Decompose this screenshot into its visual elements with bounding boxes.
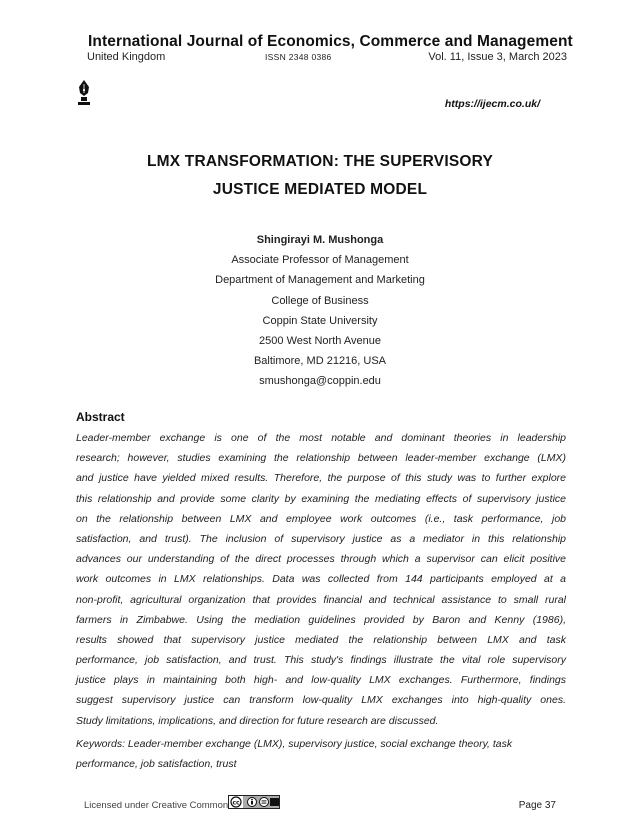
- pen-nib-icon: [76, 80, 92, 108]
- abstract-line: and justice have yielded mixed results. Therefore, the purpose of this study was to further explore: [76, 472, 566, 485]
- keywords-block: [76, 734, 566, 774]
- author-email[interactable]: smushonga@coppin.edu: [259, 375, 381, 388]
- creative-commons-by-nd-badge-icon[interactable]: [228, 795, 280, 809]
- article-title: [60, 148, 580, 204]
- author-name: Shingirayi M. Mushonga: [256, 234, 384, 246]
- header-meta-row: [87, 51, 567, 65]
- author-block: [120, 230, 520, 392]
- author-department: Department of Management and Marketing: [215, 274, 425, 287]
- svg-text:cc: cc: [232, 799, 240, 807]
- abstract-line: satisfaction, and trust). The inclusion of supervisory justice as a mediator in this relationship: [76, 532, 566, 545]
- author-university: Coppin State University: [262, 314, 378, 327]
- author-city: Baltimore, MD 21216, USA: [253, 355, 387, 368]
- abstract-heading: Abstract: [76, 410, 125, 424]
- journal-country: United Kingdom: [87, 51, 166, 63]
- abstract-line: advances our understanding of the direct processes through which a supervisor can elicit positive: [76, 553, 566, 566]
- abstract-line: work outcomes in LMX relationships. Data was collected from 144 participants employed at a: [76, 573, 566, 586]
- journal-volume-issue: Vol. 11, Issue 3, March 2023: [428, 51, 567, 63]
- abstract-line: this relationship and provide some clarity by examining the mediating effects of supervisory justice: [76, 492, 566, 505]
- license-text: Licensed under Creative Common: [84, 800, 229, 811]
- abstract-line: on the relationship between LMX and employee work outcomes (i.e., task performance, job: [76, 512, 566, 525]
- article-title-line-2: JUSTICE MEDIATED MODEL: [212, 181, 428, 198]
- abstract-line: justice plays in maintaining both high- and low-quality LMX exchanges. Furthermore, findings: [76, 674, 566, 687]
- author-street: 2500 West North Avenue: [259, 335, 381, 348]
- page-number: Page 37: [518, 800, 556, 811]
- keywords-line-1: Keywords: Leader-member exchange (LMX), supervisory justice, social exchange theory, task: [76, 738, 513, 750]
- abstract-line: suggest supervisory justice can transform low-quality LMX exchanges into high-quality ones.: [76, 694, 566, 707]
- author-position: Associate Professor of Management: [231, 254, 409, 267]
- abstract-body: [76, 428, 566, 731]
- abstract-line: Study limitations, implications, and direction for future research are discussed.: [76, 714, 439, 727]
- journal-url-link[interactable]: https://ijecm.co.uk/: [444, 98, 540, 110]
- abstract-line: non-profit, agricultural organization that provides financial and technical assistance to small rural: [76, 593, 566, 606]
- abstract-line: research; however, studies examining the relationship between leader-member exchange (LMX): [76, 452, 566, 465]
- journal-title: International Journal of Economics, Commerce and Management: [88, 33, 573, 50]
- abstract-line: farmers in Zimbabwe. Using the mediation guidelines provided by Baron and Kenny (1986),: [76, 613, 566, 626]
- keywords-line-2: performance, job satisfaction, trust: [76, 758, 237, 770]
- article-title-line-1: LMX TRANSFORMATION: THE SUPERVISORY: [146, 153, 493, 170]
- abstract-line: results showed that supervisory justice mediated the relationship between LMX and task: [76, 633, 566, 646]
- author-college: College of Business: [271, 294, 369, 307]
- abstract-line: performance, job satisfaction, and trust. This study's findings illustrate the vital role supervisory: [76, 654, 566, 667]
- journal-issn: ISSN 2348 0386: [265, 52, 332, 62]
- abstract-line: Leader-member exchange is one of the most notable and dominant theories in leadership: [76, 432, 566, 444]
